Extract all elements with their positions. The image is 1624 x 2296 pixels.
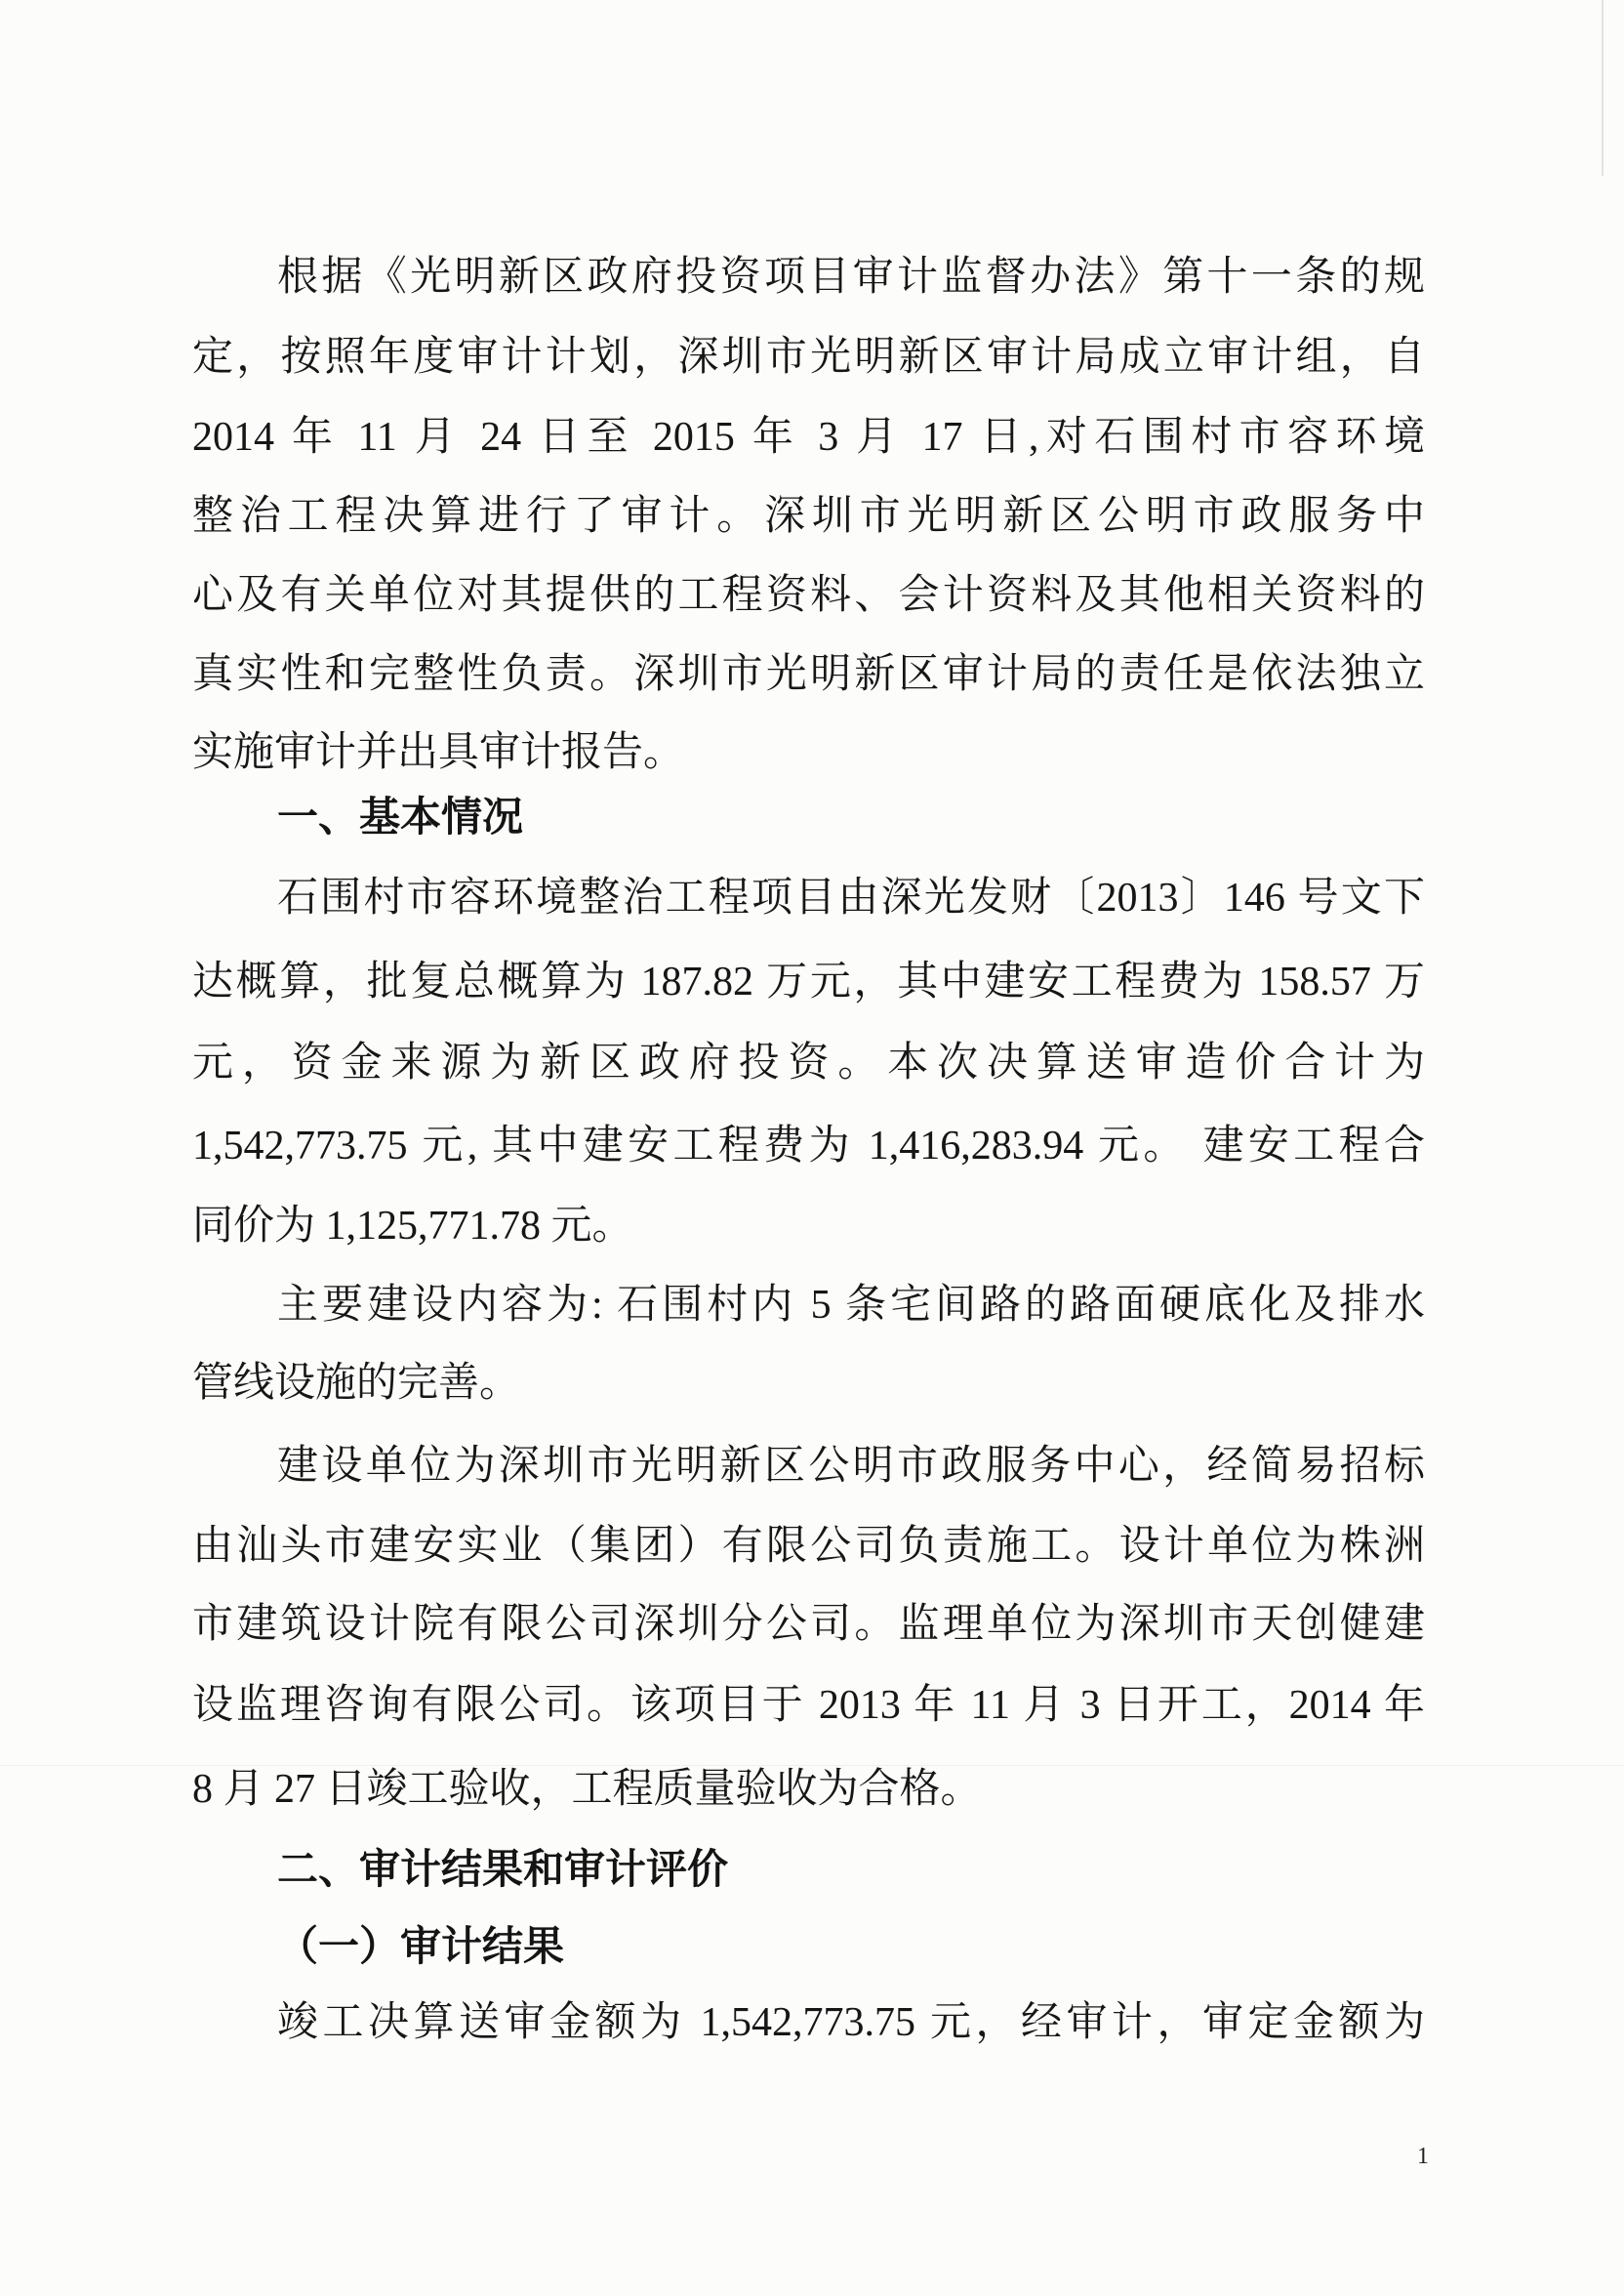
intro-line: 2014 年 11 月 24 日至 2015 年 3 月 17 日,对石围村市容环境 bbox=[192, 415, 1425, 460]
paragraph-line: 8 月 27 日竣工验收，工程质量验收为合格。 bbox=[192, 1767, 982, 1812]
section-heading-audit-results: 二、审计结果和审计评价 bbox=[277, 1845, 729, 1893]
paragraph-line: 建设单位为深圳市光明新区公明市政服务中心，经简易招标 bbox=[277, 1444, 1425, 1489]
scan-artifact-vertical-line bbox=[1602, 0, 1604, 176]
paragraph-line: 同价为 1,125,771.78 元。 bbox=[192, 1204, 633, 1249]
subsection-heading-audit-result: （一）审计结果 bbox=[277, 1922, 565, 1970]
paragraph-line: 设监理咨询有限公司。该项目于 2013 年 11 月 3 日开工，2014 年 bbox=[192, 1683, 1425, 1728]
paragraph-line: 管线设施的完善。 bbox=[192, 1361, 521, 1406]
paragraph-line: 达概算，批复总概算为 187.82 万元，其中建安工程费为 158.57 万 bbox=[192, 960, 1425, 1004]
intro-line: 定，按照年度审计计划，深圳市光明新区审计局成立审计组，自 bbox=[192, 335, 1425, 380]
intro-line: 整治工程决算进行了审计。深圳市光明新区公明市政服务中 bbox=[192, 494, 1425, 539]
intro-line: 真实性和完整性负责。深圳市光明新区审计局的责任是依法独立 bbox=[192, 652, 1425, 697]
section-heading-basic-info: 一、基本情况 bbox=[277, 793, 524, 840]
paragraph-line: 1,542,773.75 元, 其中建安工程费为 1,416,283.94 元。 建安工程合 bbox=[192, 1124, 1425, 1168]
intro-line: 根据《光明新区政府投资项目审计监督办法》第十一条的规 bbox=[277, 255, 1425, 300]
intro-line: 心及有关单位对其提供的工程资料、会计资料及其他相关资料的 bbox=[192, 573, 1425, 618]
paragraph-line: 石围村市容环境整治工程项目由深光发财〔2013〕146 号文下 bbox=[277, 876, 1425, 921]
paragraph-line: 由汕头市建安实业（集团）有限公司负责施工。设计单位为株洲 bbox=[192, 1524, 1425, 1569]
page-number: 1 bbox=[1417, 2144, 1429, 2169]
paragraph-line: 主要建设内容为: 石围村内 5 条宅间路的路面硬底化及排水 bbox=[277, 1283, 1425, 1328]
paragraph-line: 市建筑设计院有限公司深圳分公司。监理单位为深圳市天创健建 bbox=[192, 1602, 1425, 1647]
intro-line: 实施审计并出具审计报告。 bbox=[192, 730, 685, 775]
paragraph-line: 元，资金来源为新区政府投资。本次决算送审造价合计为 bbox=[192, 1041, 1425, 1086]
paragraph-line: 竣工决算送审金额为 1,542,773.75 元，经审计，审定金额为 bbox=[277, 2000, 1425, 2045]
